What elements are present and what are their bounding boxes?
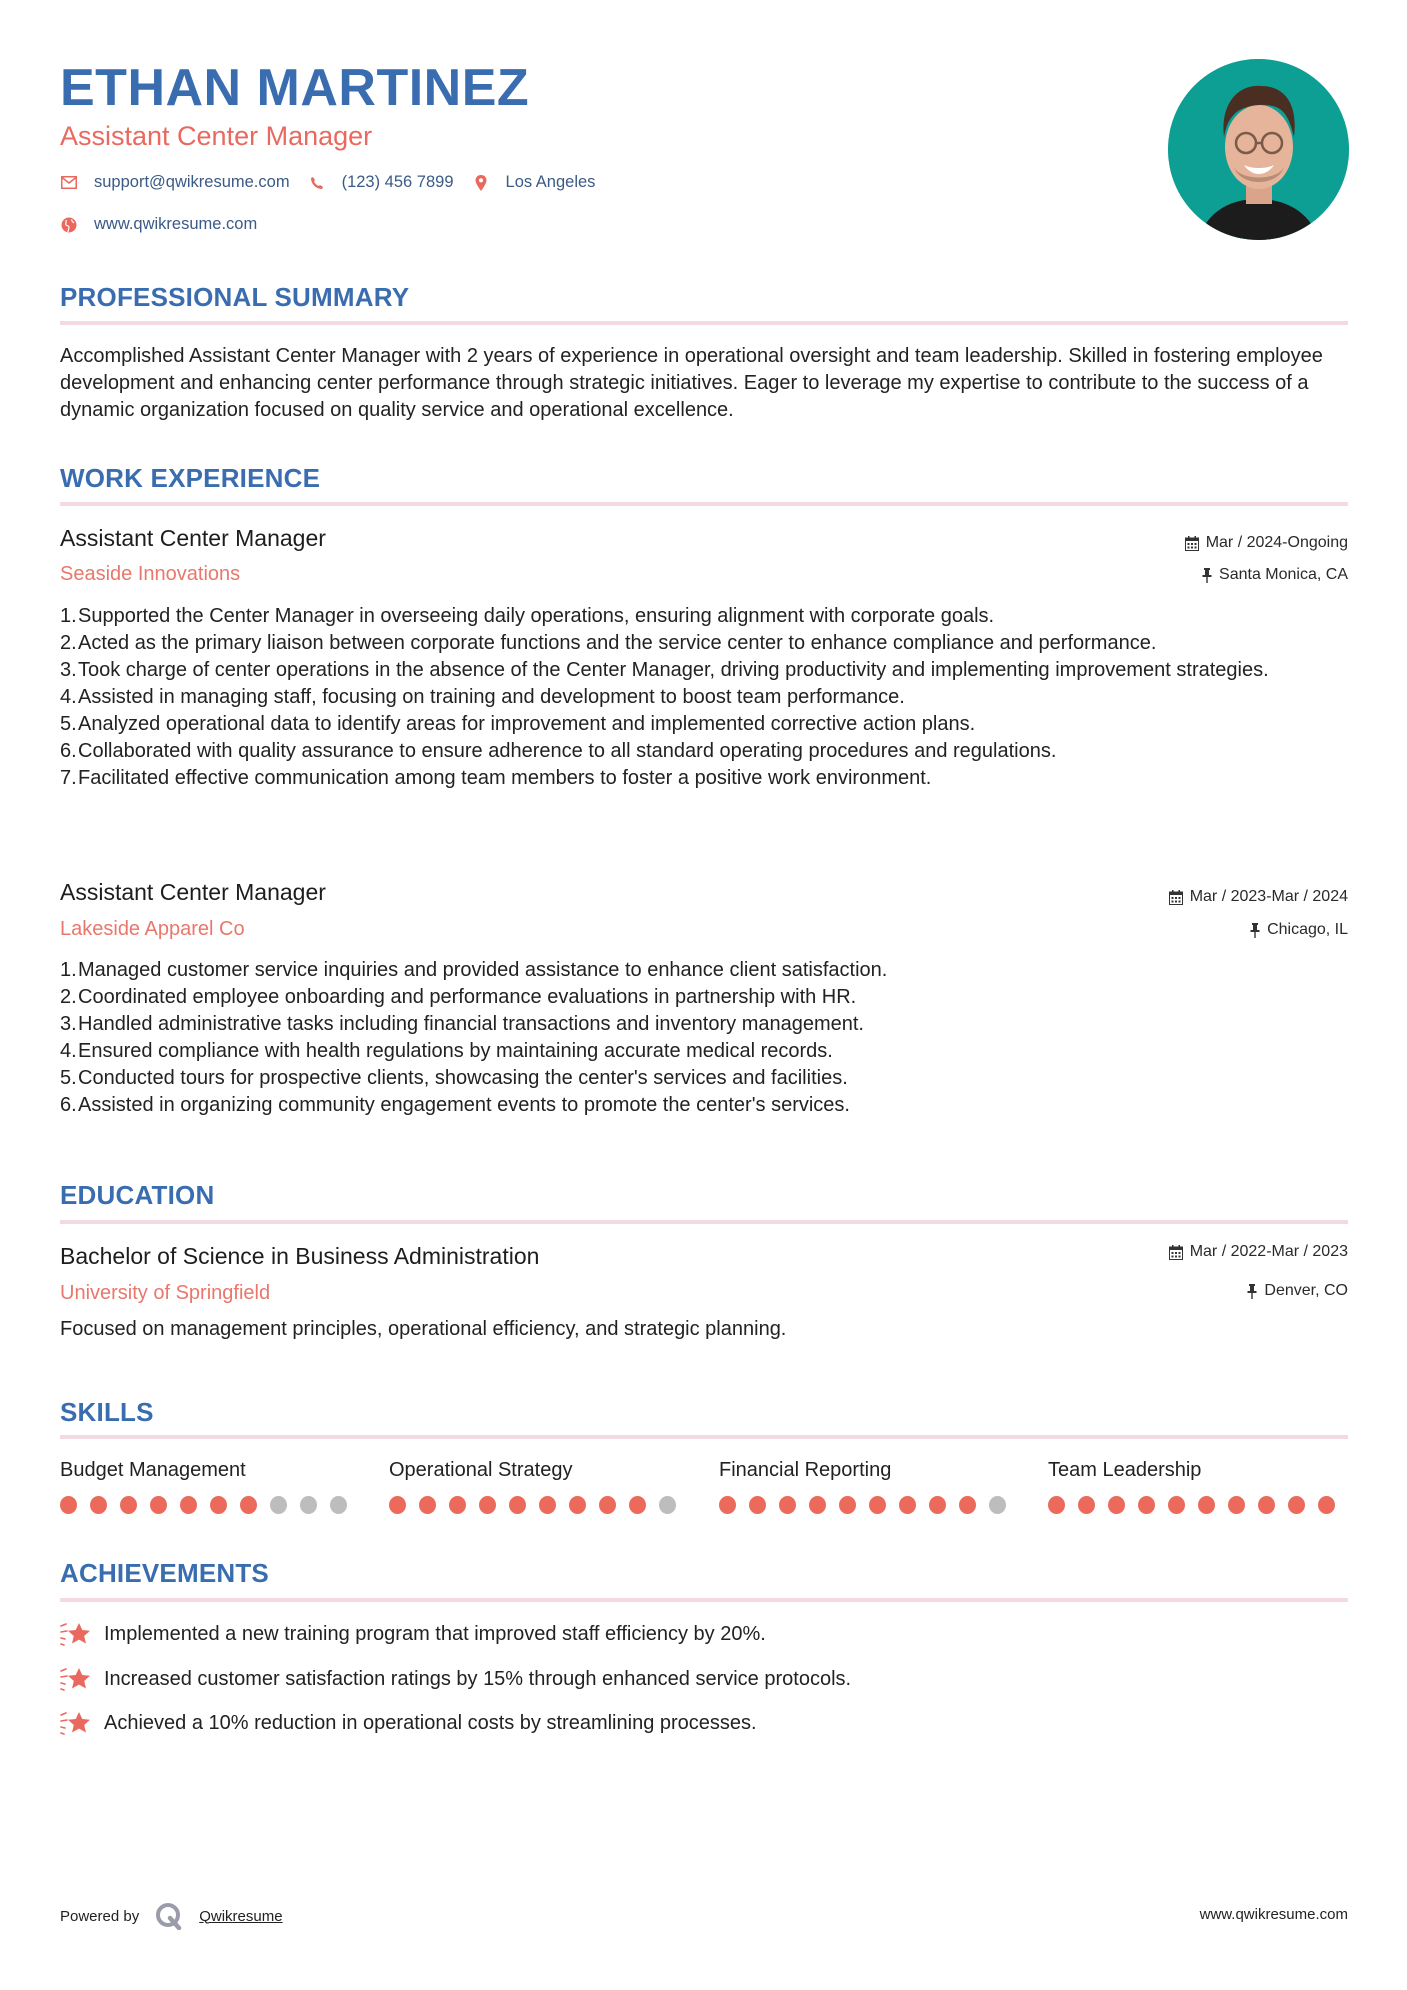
rating-dot-filled xyxy=(210,1496,227,1514)
skill-label: Team Leadership xyxy=(1048,1459,1202,1481)
rating-dot-empty xyxy=(300,1496,317,1514)
phone-number[interactable]: (123) 456 7899 xyxy=(341,173,454,191)
rating-dot-filled xyxy=(809,1496,826,1514)
rating-dot-filled xyxy=(899,1496,916,1514)
bullet-item: 3. Handled administrative tasks including financial transactions and inventory management. xyxy=(60,1013,864,1035)
bullet-item: 2. Coordinated employee onboarding and performance evaluations in partnership with HR. xyxy=(60,986,857,1008)
phone-icon xyxy=(308,174,326,192)
rating-dot-filled xyxy=(150,1496,167,1514)
bullet-item: 6. Collaborated with quality assurance to ensure adherence to all standard operating procedures and regulations. xyxy=(60,740,1057,762)
bullet-item: 6. Assisted in organizing community engagement events to promote the center's services. xyxy=(60,1094,850,1116)
job-title: Assistant Center Manager xyxy=(60,525,326,551)
globe-icon xyxy=(60,216,78,234)
company-name: Seaside Innovations xyxy=(60,563,241,585)
calendar-icon xyxy=(1185,536,1199,551)
skill-rating xyxy=(719,1496,1019,1514)
rating-dot-filled xyxy=(929,1496,946,1514)
job-location xyxy=(1250,920,1348,940)
section-heading-education: EDUCATION xyxy=(60,1180,215,1210)
degree-title: Bachelor of Science in Business Administration xyxy=(60,1243,540,1269)
skill-rating xyxy=(60,1496,360,1514)
job-location-text: Santa Monica, CA xyxy=(1219,566,1348,583)
job-bullets xyxy=(60,603,1330,792)
achievement-item xyxy=(60,1709,757,1737)
pushpin-icon xyxy=(1247,1284,1257,1299)
rating-dot-filled xyxy=(1168,1496,1185,1514)
job-title: Assistant Center Manager xyxy=(60,879,326,905)
rating-dot-filled xyxy=(839,1496,856,1514)
bullet-item: 3. Took charge of center operations in the absence of the Center Manager, driving productivity and implementing improvement strategies. xyxy=(60,659,1269,681)
rating-dot-filled xyxy=(1288,1496,1305,1514)
location-text: Los Angeles xyxy=(505,173,596,191)
achievement-item xyxy=(60,1665,851,1693)
skill-rating xyxy=(1048,1496,1348,1514)
contact-row xyxy=(60,173,613,192)
job-dates xyxy=(1185,533,1348,553)
achievement-text: Increased customer satisfaction ratings by 15% through enhanced service protocols. xyxy=(104,1667,852,1690)
rating-dot-empty xyxy=(659,1496,676,1514)
section-heading-experience: WORK EXPERIENCE xyxy=(60,463,321,493)
footer-powered-by xyxy=(60,1902,283,1930)
skill-item xyxy=(1048,1458,1348,1514)
education-description: Focused on management principles, operational efficiency, and strategic planning. xyxy=(60,1318,787,1340)
rating-dot-filled xyxy=(1078,1496,1095,1514)
rating-dot-filled xyxy=(60,1496,77,1514)
job-bullets xyxy=(60,957,1330,1119)
achievement-item xyxy=(60,1620,766,1648)
education-location-text: Denver, CO xyxy=(1264,1282,1348,1299)
education-dates xyxy=(1169,1242,1348,1262)
rating-dot-filled xyxy=(539,1496,556,1514)
skill-label: Financial Reporting xyxy=(719,1459,892,1481)
rating-dot-filled xyxy=(1138,1496,1155,1514)
candidate-title: Assistant Center Manager xyxy=(60,121,373,151)
rating-dot-filled xyxy=(779,1496,796,1514)
rating-dot-filled xyxy=(599,1496,616,1514)
skill-item xyxy=(719,1458,1019,1514)
rating-dot-filled xyxy=(1318,1496,1335,1514)
rating-dot-filled xyxy=(509,1496,526,1514)
rating-dot-filled xyxy=(629,1496,646,1514)
email-link[interactable]: support@qwikresume.com xyxy=(94,173,290,191)
star-award-icon xyxy=(60,1709,92,1737)
rating-dot-filled xyxy=(1048,1496,1065,1514)
rating-dot-filled xyxy=(479,1496,496,1514)
rating-dot-filled xyxy=(419,1496,436,1514)
section-heading-achievements: ACHIEVEMENTS xyxy=(60,1558,269,1588)
profile-photo xyxy=(1168,59,1349,240)
achievement-text: Achieved a 10% reduction in operational costs by streamlining processes. xyxy=(104,1711,757,1734)
rating-dot-filled xyxy=(1258,1496,1275,1514)
section-divider xyxy=(60,1435,1348,1439)
website-link[interactable]: www.qwikresume.com xyxy=(94,215,258,233)
calendar-icon xyxy=(1169,890,1183,905)
school-name: University of Springfield xyxy=(60,1282,271,1304)
section-divider xyxy=(60,502,1348,506)
footer-website-link[interactable]: www.qwikresume.com xyxy=(1199,1906,1348,1923)
job-location xyxy=(1202,565,1348,585)
pushpin-icon xyxy=(1250,923,1260,938)
map-pin-icon xyxy=(472,174,490,192)
skill-label: Operational Strategy xyxy=(389,1459,573,1481)
section-divider xyxy=(60,321,1348,325)
contact-row-website xyxy=(60,215,275,234)
rating-dot-filled xyxy=(749,1496,766,1514)
section-divider xyxy=(60,1220,1348,1224)
achievement-text: Implemented a new training program that improved staff efficiency by 20%. xyxy=(104,1622,766,1645)
bullet-item: 1. Supported the Center Manager in overseeing daily operations, ensuring alignment with corporate goals. xyxy=(60,605,995,627)
star-award-icon xyxy=(60,1620,92,1648)
rating-dot-filled xyxy=(449,1496,466,1514)
rating-dot-filled xyxy=(240,1496,257,1514)
rating-dot-empty xyxy=(989,1496,1006,1514)
email-icon xyxy=(60,174,78,192)
skill-rating xyxy=(389,1496,689,1514)
section-heading-skills: SKILLS xyxy=(60,1397,154,1427)
bullet-item: 4. Assisted in managing staff, focusing on training and development to boost team performance. xyxy=(60,686,905,708)
calendar-icon xyxy=(1169,1245,1183,1260)
rating-dot-filled xyxy=(869,1496,886,1514)
rating-dot-empty xyxy=(330,1496,347,1514)
job-location-text: Chicago, IL xyxy=(1267,921,1348,938)
section-heading-summary: PROFESSIONAL SUMMARY xyxy=(60,282,410,312)
qwikresume-link[interactable]: Qwikresume xyxy=(199,1907,283,1925)
star-award-icon xyxy=(60,1665,92,1693)
rating-dot-filled xyxy=(90,1496,107,1514)
skill-item xyxy=(60,1458,360,1514)
rating-dot-filled xyxy=(120,1496,137,1514)
rating-dot-filled xyxy=(1198,1496,1215,1514)
section-divider xyxy=(60,1598,1348,1602)
rating-dot-empty xyxy=(270,1496,287,1514)
skill-label: Budget Management xyxy=(60,1459,246,1481)
education-dates-text: Mar / 2022-Mar / 2023 xyxy=(1189,1243,1348,1260)
bullet-item: 4. Ensured compliance with health regulations by maintaining accurate medical records. xyxy=(60,1040,833,1062)
qwikresume-logo-icon xyxy=(155,1902,183,1930)
bullet-item: 2. Acted as the primary liaison between corporate functions and the service center to enhance compliance and performance. xyxy=(60,632,1157,654)
job-dates xyxy=(1169,887,1348,907)
bullet-item: 1. Managed customer service inquiries and provided assistance to enhance client satisfaction. xyxy=(60,959,888,981)
job-dates-text: Mar / 2023-Mar / 2024 xyxy=(1189,888,1348,905)
bullet-item: 7. Facilitated effective communication among team members to foster a positive work environment. xyxy=(60,767,932,789)
rating-dot-filled xyxy=(389,1496,406,1514)
summary-text: Accomplished Assistant Center Manager with 2 years of experience in operational oversight and team leadership. Skilled in fostering employee development and enhancing center performance through strategic initiatives. Eager to leverage my expertise to contribute to the success of a dynamic organization focused on quality service and operational excellence. xyxy=(60,345,1323,421)
education-location xyxy=(1247,1281,1348,1301)
powered-by-label: Powered by xyxy=(60,1907,140,1925)
rating-dot-filled xyxy=(719,1496,736,1514)
candidate-name: ETHAN MARTINEZ xyxy=(60,59,530,117)
skill-item xyxy=(389,1458,689,1514)
rating-dot-filled xyxy=(1228,1496,1245,1514)
rating-dot-filled xyxy=(180,1496,197,1514)
rating-dot-filled xyxy=(1108,1496,1125,1514)
pushpin-icon xyxy=(1202,568,1212,583)
rating-dot-filled xyxy=(959,1496,976,1514)
job-dates-text: Mar / 2024-Ongoing xyxy=(1205,534,1348,551)
bullet-item: 5. Analyzed operational data to identify areas for improvement and implemented corrective action plans. xyxy=(60,713,976,735)
rating-dot-filled xyxy=(569,1496,586,1514)
bullet-item: 5. Conducted tours for prospective clients, showcasing the center's services and facilities. xyxy=(60,1067,848,1089)
company-name: Lakeside Apparel Co xyxy=(60,918,245,940)
